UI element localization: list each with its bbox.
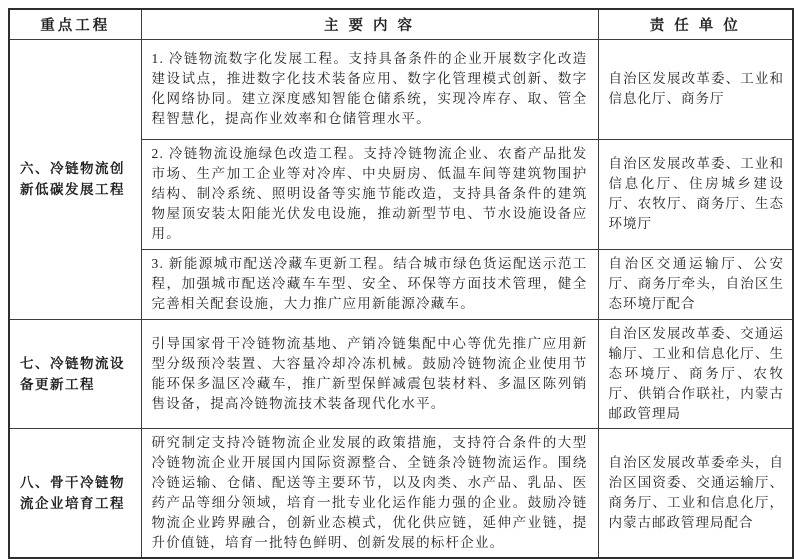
responsible-cell-six-3: 自治区交通运输厅、公安厅、商务厅牵头，自治区生态环境厅配合 xyxy=(598,249,793,319)
table-header-row xyxy=(9,9,793,39)
responsible-cell-eight: 自治区发展改革委牵头，自治区国资委、交通运输厅、商务厅、工业和信息化厅，内蒙古邮政管理局配合 xyxy=(598,428,793,558)
content-cell-six-3: 3. 新能源城市配送冷藏车更新工程。结合城市绿色货运配送示范工程，加强城市配送冷藏车车型、安全、环保等方面技术管理，健全完善相关配套设施，大力推广应用新能源冷藏车。 xyxy=(141,249,598,319)
content-cell-six-1: 1. 冷链物流数字化发展工程。支持具备条件的企业开展数字化改造建设试点，推进数字化技术装备应用、数字化管理模式创新、数字化网络协同。建立深度感知智能仓储系统，实现冷库存、取、管全程智慧化，提高作业效率和仓储管理水平。 xyxy=(141,39,598,139)
table-row xyxy=(9,39,793,139)
key-projects-table xyxy=(8,8,794,559)
project-cell-six: 六、冷链物流创新低碳发展工程 xyxy=(9,39,141,319)
responsible-cell-six-2: 自治区发展改革委、工业和信息化厅、住房城乡建设厅、农牧厅、商务厅、生态环境厅 xyxy=(598,139,793,249)
responsible-cell-six-1: 自治区发展改革委、工业和信息化厅、商务厅 xyxy=(598,39,793,139)
header-project: 重点工程 xyxy=(9,9,141,39)
content-cell-six-2: 2. 冷链物流设施绿色改造工程。支持冷链物流企业、农畜产品批发市场、生产加工企业等对冷库、中央厨房、低温车间等建筑物围护结构、制冷系统、照明设备等实施节能改造，支持具备条件的建筑物屋顶安装太阳能光伏发电设施，推动新型节电、节水设施设备应用。 xyxy=(141,139,598,249)
table-row xyxy=(9,319,793,428)
project-cell-eight: 八、骨干冷链物流企业培育工程 xyxy=(9,428,141,558)
project-cell-seven: 七、冷链物流设备更新工程 xyxy=(9,319,141,428)
content-cell-eight: 研究制定支持冷链物流企业发展的政策措施，支持符合条件的大型冷链物流企业开展国内国际资源整合、全链条冷链物流运作。围绕冷链运输、仓储、配送等主要环节，以及肉类、水产品、乳品、医药产品等细分领域，培育一批专业化运作能力强的企业。鼓励冷链物流企业跨界融合，创新业态模式，优化供应链，延伸产业链，提升价值链，培育一批特色鲜明、创新发展的标杆企业。 xyxy=(141,428,598,558)
responsible-cell-seven: 自治区发展改革委、交通运输厅、工业和信息化厅、生态环境厅、商务厅、农牧厅、供销合作联社，内蒙古邮政管理局 xyxy=(598,319,793,428)
header-main-content: 主 要 内 容 xyxy=(141,9,598,39)
table-row xyxy=(9,428,793,558)
content-cell-seven: 引导国家骨干冷链物流基地、产销冷链集配中心等优先推广应用新型分级预冷装置、大容量冷却冷冻机械。鼓励冷链物流企业使用节能环保多温区冷藏车，推广新型保鲜减震包装材料、多温区陈列销售设备，提高冷链物流技术装备现代化水平。 xyxy=(141,319,598,428)
header-responsible-unit: 责 任 单 位 xyxy=(598,9,793,39)
